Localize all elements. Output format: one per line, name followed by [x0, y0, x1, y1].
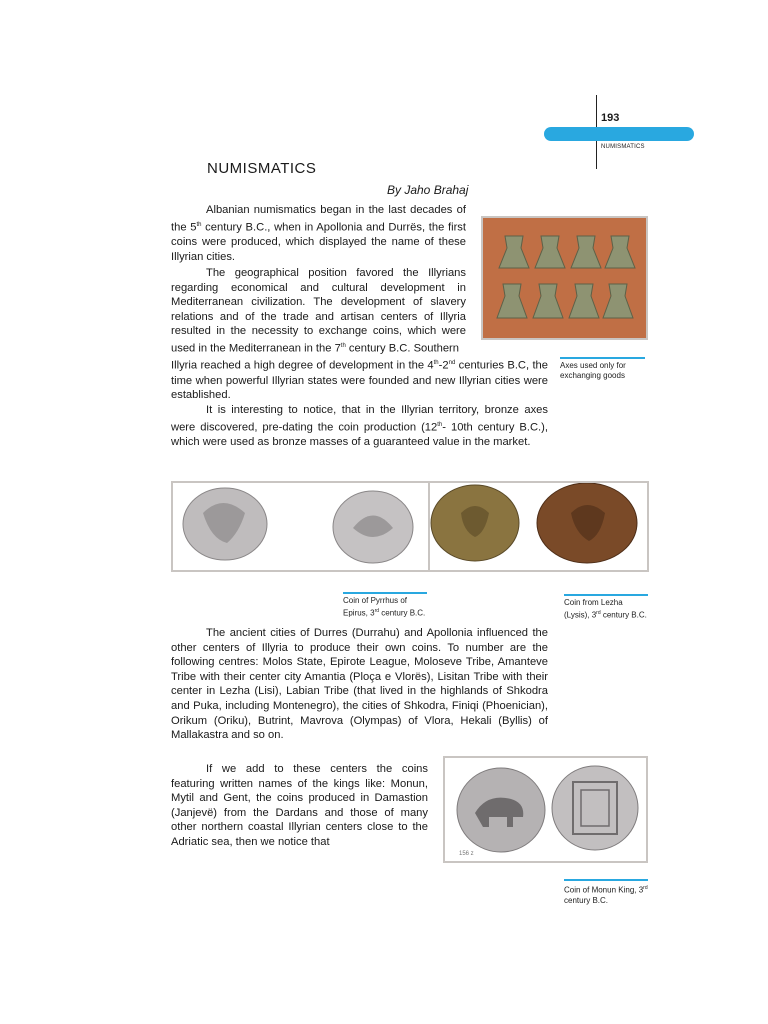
coin-strip-photo	[171, 481, 649, 572]
paragraph-4: The ancient cities of Durres (Durrahu) and Apollonia influenced the other centers of Illyria to produce their own coins. To number are the following centres: Molos State, Epirote League, Moloseve Tribe, Amanteve Tribe with their center city Amantia (Ploça e Vlorës), Lisitan Tribe with their center in Lezha (Lisi), Labian Tribe (that lived in the highlands of Shkodra and Puka, including Montenegro), the cities of Shkodra, Finiqi (Phoenician), Orikum (Oriku), Butrint, Mavrova (Olympas) of Vlora, Hekali (Byllis) of Mallakastra and so on.	[171, 627, 548, 742]
running-section-title: NUMISMATICS	[601, 144, 645, 150]
bronze-axes-photo	[481, 216, 648, 340]
caption-monun: Coin of Monun King, 3rd century B.C.	[564, 879, 648, 906]
monun-coin-photo	[443, 756, 648, 863]
coin-strip-illustration	[173, 483, 647, 570]
paragraph-1: Albanian numismatics began in the last decades of the 5th century B.C., when in Apollonia and Durrës, the first coins were produced, which displayed the name of these Illyrian cities.	[171, 204, 466, 263]
caption-lezha: Coin from Lezha (Lysis), 3rd century B.C.	[564, 594, 648, 621]
page-number: 193	[601, 112, 620, 124]
paragraph-2: The geographical position favored the Illyrians regarding economical and cultural development in Mediterranean civilization. The development of slavery relations and of the trade and artisan centers of Illyria resulted in the necessity to exchange coins, which were used in the Mediterranean in the 7th century B.C. Southern Illyria reached a high degree of development in the 4th-2nd centuries B.C, the time when powerful Illyrian states were founded and new Illyrian cities were established.	[171, 267, 549, 402]
plate-number: 156 z	[459, 851, 474, 857]
paragraph-3: It is interesting to notice, that in the Illyrian territory, bronze axes were discovered, pre-dating the coin production (12th- 10th century B.C.), which were used as bronze masses of a guaranteed value in the market.	[171, 404, 548, 448]
caption-pyrrhus: Coin of Pyrrhus of Epirus, 3rd century B.C.	[343, 592, 427, 619]
header-accent-bar	[544, 127, 694, 141]
monun-coin-illustration	[445, 758, 646, 861]
article-title: NUMISMATICS	[207, 160, 317, 177]
bronze-axes-illustration	[483, 218, 646, 338]
paragraph-5: If we add to these centers the coins featuring written names of the kings like: Monun, Mytil and Gent, the coins produced in Damastion (Janjevë) from the Dardans and those of many other northern coastal Illyrian centers close to the Adriatic sea, then we notice that	[171, 763, 428, 848]
caption-axes: Axes used only for exchanging goods	[560, 357, 645, 381]
article-byline: By Jaho Brahaj	[387, 183, 469, 197]
